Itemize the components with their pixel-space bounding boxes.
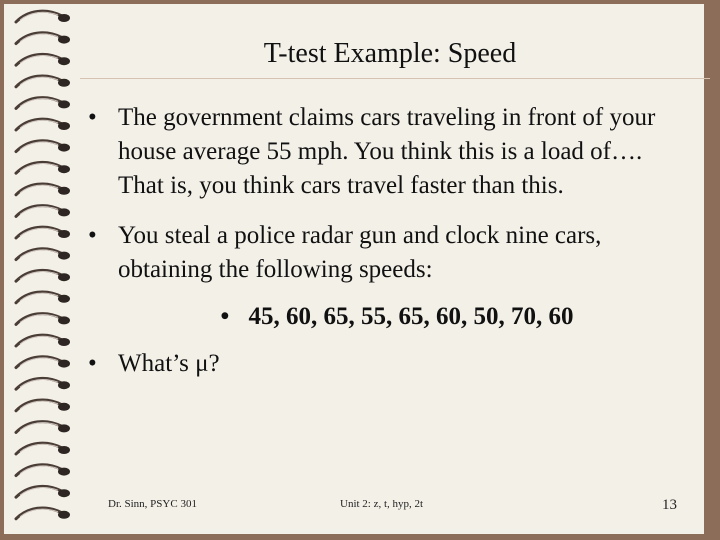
binding-hole [58, 381, 70, 389]
binding-hole [58, 230, 70, 238]
bullet-icon: • [220, 303, 230, 330]
binding-hole [58, 79, 70, 87]
binding-hole [58, 468, 70, 476]
bullet-text: You steal a police radar gun and clock nine cars, obtaining the following speeds: [118, 222, 602, 283]
speeds-list: 45, 60, 65, 55, 65, 60, 50, 70, 60 [248, 303, 574, 330]
bullet-item [88, 347, 678, 381]
sub-bullet-item [88, 300, 678, 334]
binding-hole [58, 295, 70, 303]
binding-hole [58, 187, 70, 195]
binding-hole [58, 208, 70, 216]
binding-hole [58, 446, 70, 454]
binding-hole [58, 36, 70, 44]
binding-hole [58, 424, 70, 432]
binding-hole [58, 360, 70, 368]
binding-hole [58, 273, 70, 281]
binding-hole [58, 144, 70, 152]
binding-hole [58, 100, 70, 108]
bullet-text: What’s μ? [118, 350, 220, 377]
binding-hole [58, 252, 70, 260]
binding-hole [58, 122, 70, 130]
bullet-icon: • [88, 104, 97, 131]
binding-hole [58, 489, 70, 497]
bullet-text: The government claims cars traveling in front of your house average 55 mph. You think this is a load of…. That is, you think cars travel faster than this. [118, 104, 656, 199]
page-number: 13 [662, 497, 677, 513]
binding-hole [58, 338, 70, 346]
binding-hole [58, 14, 70, 22]
bullet-icon: • [88, 350, 97, 377]
binding-hole [58, 316, 70, 324]
bullet-item [88, 219, 678, 287]
title-divider [80, 78, 710, 79]
slide-title: T-test Example: Speed [263, 38, 517, 69]
binding-hole [58, 57, 70, 65]
binding-hole [58, 165, 70, 173]
footer-unit: Unit 2: z, t, hyp, 2t [340, 498, 424, 510]
binding-hole [58, 511, 70, 519]
slide-content [88, 101, 678, 381]
footer-author: Dr. Sinn, PSYC 301 [108, 498, 197, 510]
bullet-icon: • [88, 222, 97, 249]
binding-hole [58, 403, 70, 411]
bullet-item [88, 101, 678, 203]
spiral-binding [0, 0, 80, 540]
